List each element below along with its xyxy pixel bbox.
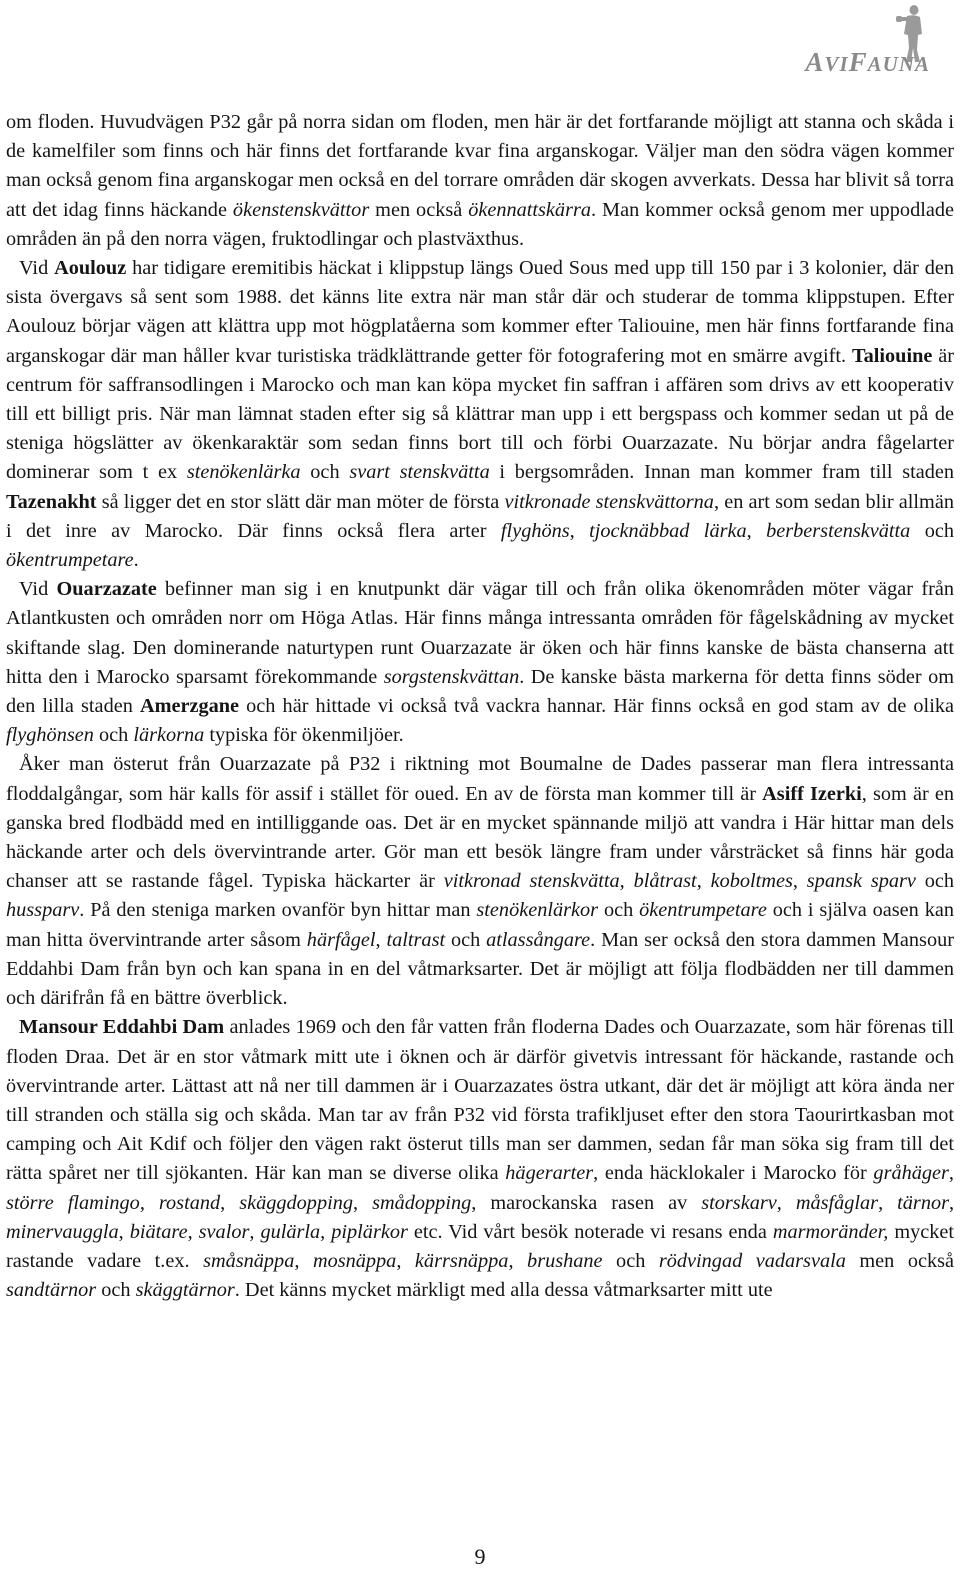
species-name: atlassångare [486, 928, 591, 951]
species-name: sorgstenskvättan [383, 665, 520, 688]
paragraph: Vid Aoulouz har tidigare eremitibis häckat i klippstup längs Oued Sous med upp till 150 par i 3 kolonier, där den sista övergavs så sent som 1988. det känns lite extra när man står där och studerar de tomma klippstupen. Efter Aoulouz börjar vägen att klättra upp mot högplatåerna som kommer efter Taliouine, men här finns fortfarande fina arganskogar där man håller kvar turistiska trädklättrande getter för fotografering mot en smärre avgift. Taliouine är centrum för saffransodlingen i Marocko och man kan köpa mycket fin saffran i affären som drivs av ett kooperativ till ett billigt pris. När man lämnat staden efter sig så klättrar man upp i ett bergspass och kommer sedan ut på de steniga högslätter av ökenkaraktär som sedan finns bort till och förbi Ouarzazate. Nu börjar andra fågelarter dominerar som t ex stenökenlärka och svart stenskvätta i bergsområden. Innan man kommer fram till staden Tazenakht så ligger det en stor slätt där man möter de första vitkronade stenskvättorna, en art som sedan blir allmän i det inre av Marocko. Där finns också flera arter flyghöns, tjocknäbbad lärka, berberstenskvätta och ökentrumpetare. [6, 257, 955, 572]
species-name: tjocknäbbad lärka [589, 519, 747, 542]
species-name: marmoränder, [772, 1220, 889, 1243]
place-name: Tazenakht [6, 490, 97, 513]
species-name: biätare [129, 1220, 188, 1243]
place-name: Taliouine [851, 344, 933, 367]
place-name: Ouarzazate [56, 578, 157, 601]
species-name: större flamingo [6, 1191, 140, 1214]
species-name: spansk sparv [806, 870, 916, 893]
avifauna-logo [740, 4, 930, 84]
species-name: storskarv [701, 1191, 777, 1214]
species-name: brushane [527, 1249, 603, 1272]
species-name: flyghönsen [6, 724, 94, 747]
species-name: skäggdopping [239, 1191, 353, 1214]
species-name: taltrast [386, 928, 446, 951]
article-body [6, 108, 954, 1305]
paragraph: Åker man österut från Ouarzazate på P32 i riktning mot Boumalne de Dades passerar man flera intressanta floddalgångar, som här kalls för assif i stället för oued. En av de första man kommer till är Asiff Izerki, som är en ganska bred flodbädd med en intilliggande oas. Det är en mycket spännande miljö att vandra i Här hittar man dels häckande arter och dels övervintrande arter. Gör man ett besök längre fram under vårsträcket så finns här goda chanser att se rastande fågel. Typiska häckarter är vitkronad stenskvätta, blåtrast, koboltmes, spansk sparv och hussparv. På den steniga marken ovanför byn hittar man stenökenlärkor och ökentrumpetare och i själva oasen kan man hitta övervintrande arter såsom härfågel, taltrast och atlassångare. Man ser också den stora dammen Mansour Eddahbi Dam från byn och kan spana in en del våtmarksarter. Det är möjligt att följa flodbädden ner till dammen och därifrån få en bättre överblick. [6, 753, 955, 1010]
species-name: ökenstenskvättor [232, 198, 370, 221]
species-name: rostand [158, 1191, 221, 1214]
species-name: sandtärnor [6, 1279, 97, 1302]
place-name: Asiff Izerki [762, 782, 862, 805]
species-name: stenökenlärkor [476, 899, 599, 922]
species-name: berberstenskvätta [766, 519, 911, 542]
species-name: ökennattskärra [468, 198, 591, 221]
paragraph: Vid Ouarzazate befinner man sig i en knutpunkt där vägar till och från olika ökenområden möter vägar från Atlantkusten och områden norr om Höga Atlas. Här finns många intressanta områden för fågelskådning av mycket skiftande slag. Den dominerande naturtypen runt Ouarzazate är öken och här finns kanske de bästa chanserna att hitta den i Marocko sparsamt förekommande sorgstenskvättan. De kanske bästa markerna för detta finns söder om den lilla staden Amerzgane och här hittade vi också två vackra hannar. Här finns också en god stam av de olika flyghönsen och lärkorna typiska för ökenmiljöer. [6, 578, 954, 747]
species-name: härfågel [306, 928, 376, 951]
species-name: ökentrumpetare [639, 899, 767, 922]
species-name: lärkorna [133, 724, 205, 747]
place-name: Amerzgane [139, 695, 240, 718]
species-name: ökentrumpetare [6, 549, 134, 572]
species-name: minervauggla [6, 1220, 119, 1243]
species-name: småsnäppa [203, 1249, 295, 1272]
species-name: gulärla [260, 1220, 321, 1243]
page-number: 9 [474, 1544, 486, 1569]
species-name: skäggtärnor [135, 1279, 235, 1302]
species-name: mosnäppa [312, 1249, 397, 1272]
species-name: blåtrast [633, 870, 697, 893]
logo-wordmark: AVIFAUNA [805, 47, 930, 77]
species-name: smådopping [372, 1191, 472, 1214]
species-name: måsfåglar [795, 1191, 879, 1214]
paragraph: Mansour Eddahbi Dam anlades 1969 och den får vatten från floderna Dades och Ouarzazate, som här förenas till floden Draa. Det är en stor våtmark mitt ute i öknen och är därför givetvis intressant för häckande, rastande och övervintrande arter. Lättast att nå ner till dammen är i Ouarzazates östra utkant, där det är möjligt att köra ända ner till stranden och ställa sig och skåda. Man tar av från P32 vid första trafikljuset efter den stora Taourirtkasban mot camping och Ait Kdif och följer den vägen rakt österut tills man ser dammen, sedan får man söka sig fram till det rätta spåret ner till sjökanten. Här kan man se diverse olika hägerarter, enda häcklokaler i Marocko för gråhäger, större flamingo, rostand, skäggdopping, smådopping, marockanska rasen av storskarv, måsfåglar, tärnor, minervauggla, biätare, svalor, gulärla, piplärkor etc. Vid vårt besök noterade vi resans enda marmoränder, mycket rastande vadare t.ex. småsnäppa, mosnäppa, kärrsnäppa, brushane och rödvingad vadarsvala men också sandtärnor och skäggtärnor. Det känns mycket märkligt med alla dessa våtmarksarter mitt ute [6, 1016, 955, 1302]
species-name: svart stenskvätta [349, 461, 490, 484]
species-name: kärrsnäppa [414, 1249, 509, 1272]
paragraph: om floden. Huvudvägen P32 går på norra sidan om floden, men här är det fortfarande möjligt att stanna och skåda i de kamelfiler som finns och här finns det fortfarande kvar fina arganskogar. Väljer man den södra vägen kommer man också genom fina arganskogar men också en del torrare områden där skogen avverkats. Dessa har blivit så torra att det idag finns häckande ökenstenskvättor men också ökennattskärra. Man kommer också genom mer uppodlade områden än på den norra vägen, fruktodlingar och plastväxthus. [6, 111, 954, 250]
species-name: piplärkor [331, 1220, 408, 1243]
species-name: gråhäger [873, 1162, 949, 1185]
species-name: flyghöns [500, 519, 570, 542]
species-name: rödvingad vadarsvala [658, 1249, 846, 1272]
species-name: tärnor [897, 1191, 949, 1214]
species-name: hägerarter [505, 1162, 594, 1185]
species-name: stenökenlärka [186, 461, 301, 484]
species-name: hussparv [6, 899, 80, 922]
place-name: Mansour Eddahbi Dam [19, 1016, 225, 1039]
species-name: svalor [198, 1220, 250, 1243]
species-name: vitkronad stenskvätta [443, 870, 620, 893]
species-name: vitkronade stenskvättorna [504, 490, 714, 513]
species-name: koboltmes [710, 870, 793, 893]
place-name: Aoulouz [54, 257, 127, 280]
